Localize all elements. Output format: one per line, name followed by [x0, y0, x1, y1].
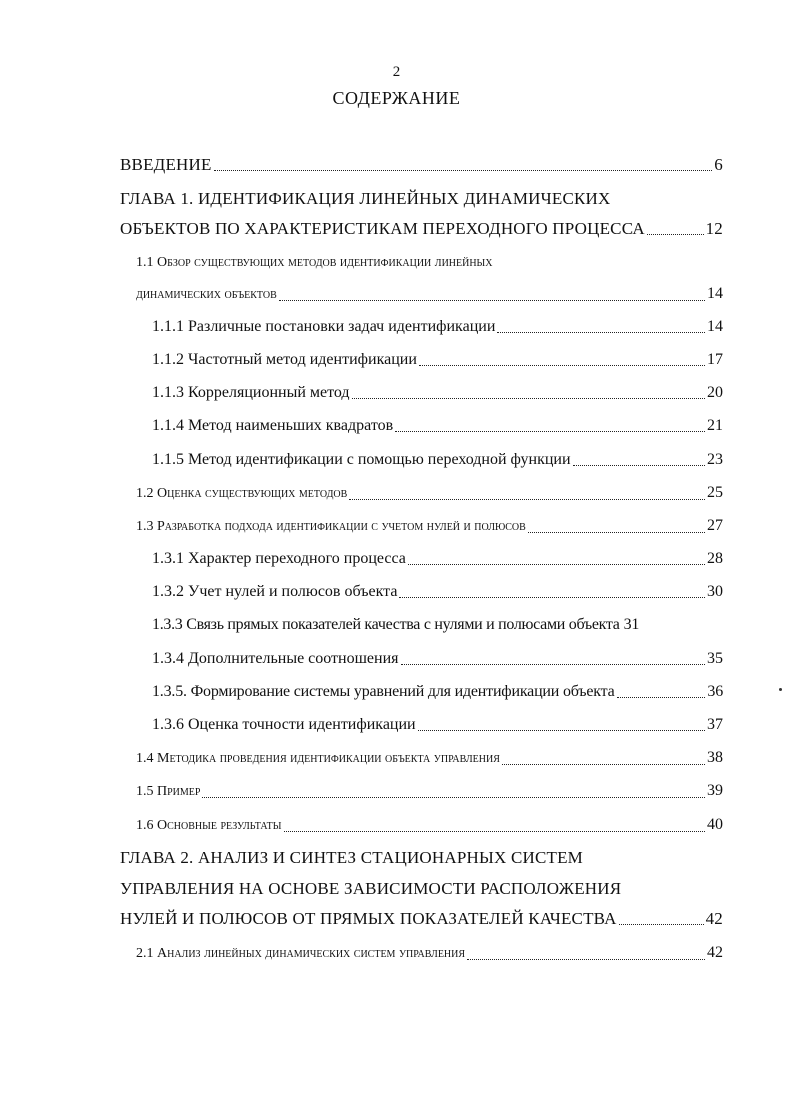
- toc-entry-1-1-2[interactable]: [0, 347, 793, 373]
- dot-leader: [419, 365, 705, 366]
- dot-leader: [647, 234, 704, 235]
- toc-entry-page: 25: [707, 484, 723, 501]
- toc-entry-page: 38: [707, 749, 723, 766]
- toc-entry-introduction[interactable]: [0, 152, 793, 178]
- toc-entry-1-3[interactable]: [0, 513, 793, 539]
- toc-entry-1-5[interactable]: [0, 778, 793, 804]
- dot-leader: [467, 959, 705, 960]
- toc-entry-1-1-1[interactable]: [0, 314, 793, 340]
- dot-leader: [418, 730, 705, 731]
- toc-entry-page: 12: [705, 219, 723, 238]
- toc-entry-title: ВВЕДЕНИЕ: [120, 155, 212, 174]
- dot-leader: [349, 499, 705, 500]
- toc-entry-page: 20: [707, 384, 723, 401]
- toc-entry-title: 1.6 Основные результаты: [136, 818, 282, 833]
- toc-entry-chapter-1-cont[interactable]: [0, 216, 793, 242]
- page-title: СОДЕРЖАНИЕ: [332, 88, 461, 108]
- toc-entry-page: 30: [707, 583, 723, 600]
- toc-entry-title: 2.1 Анализ линейных динамических систем управления: [136, 946, 466, 961]
- toc-entry-1-3-1[interactable]: [0, 546, 793, 572]
- toc-entry-1-3-2[interactable]: [0, 579, 793, 605]
- dot-leader: [284, 831, 705, 832]
- toc-entry-1-3-6[interactable]: [0, 712, 793, 738]
- toc-entry-chapter-2-cont2[interactable]: [0, 906, 793, 932]
- toc-entry-2-1[interactable]: [0, 940, 793, 966]
- toc-entry-page: 31: [623, 616, 640, 633]
- toc-entry-1-1-5[interactable]: [0, 447, 793, 473]
- toc-entry-title: 1.3.2 Учет нулей и полюсов объекта: [152, 583, 398, 600]
- toc-entry-1-1-cont[interactable]: [0, 281, 793, 307]
- toc-entry-1-1[interactable]: [0, 250, 793, 276]
- toc-entry-page: 6: [714, 155, 723, 174]
- toc-entry-1-2[interactable]: [0, 480, 793, 506]
- toc-entry-title: 1.3.5. Формирование системы уравнений для идентификации объекта: [152, 683, 615, 700]
- toc-entry-page: 27: [707, 517, 723, 534]
- toc-entry-title: 1.3.6 Оценка точности идентификации: [152, 716, 416, 733]
- toc-entry-title: 1.3 Разработка подхода идентификации с учетом нулей и полюсов: [136, 519, 526, 534]
- toc-entry-title-line2: УПРАВЛЕНИЯ НА ОСНОВЕ ЗАВИСИМОСТИ РАСПОЛОЖЕНИЯ: [120, 879, 622, 898]
- toc-entry-page: 14: [707, 318, 723, 335]
- toc-entry-1-3-5[interactable]: [0, 679, 793, 705]
- toc-entry-title: 1.2 Оценка существующих методов: [136, 486, 348, 501]
- toc-entry-page: 37: [707, 716, 723, 733]
- toc-entry-title: 1.4 Методика проведения идентификации объекта управления: [136, 751, 500, 766]
- toc-entry-1-1-4[interactable]: [0, 413, 793, 439]
- toc-entry-title: 1.1.3 Корреляционный метод: [152, 384, 350, 401]
- toc-entry-page: 23: [707, 451, 723, 468]
- toc-entry-chapter-2-cont[interactable]: [0, 876, 793, 902]
- dot-leader: [528, 532, 705, 533]
- dot-leader: [399, 597, 705, 598]
- toc-entry-title: 1.3.3 Связь прямых показателей качества с нулями и полюсами объекта: [152, 616, 620, 633]
- dot-leader: [279, 300, 705, 301]
- toc-entry-1-3-3[interactable]: [0, 612, 793, 638]
- toc-entry-1-4[interactable]: [0, 745, 793, 771]
- dot-leader: [214, 170, 713, 171]
- dot-leader: [573, 465, 705, 466]
- dot-leader: [401, 664, 705, 665]
- toc-entry-chapter-2[interactable]: [0, 845, 793, 871]
- dot-leader: [617, 697, 706, 698]
- dot-leader: [202, 797, 705, 798]
- toc-entry-title-line1: ГЛАВА 2. АНАЛИЗ И СИНТЕЗ СТАЦИОНАРНЫХ СИСТЕМ: [120, 848, 583, 867]
- toc-entry-page: 42: [707, 944, 723, 961]
- dot-leader: [497, 332, 705, 333]
- toc-entry-title: 1.1.4 Метод наименьших квадратов: [152, 417, 394, 434]
- toc-entry-title: 1.1.2 Частотный метод идентификации: [152, 351, 417, 368]
- toc-entry-page: 28: [707, 550, 723, 567]
- toc-entry-page: 35: [707, 650, 723, 667]
- toc-entry-page: 39: [707, 782, 723, 799]
- toc-entry-title: 1.1.5 Метод идентификации с помощью переходной функции: [152, 451, 571, 468]
- dot-leader: [502, 764, 705, 765]
- toc-entry-title: 1.1.1 Различные постановки задач идентификации: [152, 318, 496, 335]
- toc-entry-title-line2: ОБЪЕКТОВ ПО ХАРАКТЕРИСТИКАМ ПЕРЕХОДНОГО ПРОЦЕССА: [120, 219, 645, 238]
- toc-entry-page: 14: [707, 285, 723, 302]
- toc-entry-1-1-3[interactable]: [0, 380, 793, 406]
- toc-entry-title: 1.3.1 Характер переходного процесса: [152, 550, 406, 567]
- dot-leader: [395, 431, 705, 432]
- toc-entry-title-line3: НУЛЕЙ И ПОЛЮСОВ ОТ ПРЯМЫХ ПОКАЗАТЕЛЕЙ КАЧЕСТВА: [120, 909, 617, 928]
- dot-leader: [352, 398, 705, 399]
- toc-entry-page: 36: [707, 683, 723, 700]
- dot-leader: [619, 924, 704, 925]
- toc-entry-1-6[interactable]: [0, 812, 793, 838]
- toc-entry-title-line1: ГЛАВА 1. ИДЕНТИФИКАЦИЯ ЛИНЕЙНЫХ ДИНАМИЧЕСКИХ: [120, 189, 611, 208]
- toc-entry-page: 21: [707, 417, 723, 434]
- toc-entry-1-3-4[interactable]: [0, 646, 793, 672]
- toc-entry-title-line2: динамических объектов: [136, 287, 277, 302]
- toc-entry-page: 42: [705, 909, 723, 928]
- toc-entry-title-line1: 1.1 Обзор существующих методов идентификации линейных: [136, 255, 493, 270]
- toc-entry-page: 17: [707, 351, 723, 368]
- page-number: 2: [392, 64, 401, 80]
- toc-entry-title: 1.5 Пример: [136, 784, 201, 799]
- scan-speck: [779, 688, 782, 691]
- dot-leader: [408, 564, 705, 565]
- toc-entry-title: 1.3.4 Дополнительные соотношения: [152, 650, 399, 667]
- toc-entry-page: 40: [707, 816, 723, 833]
- toc-entry-chapter-1[interactable]: [0, 186, 793, 212]
